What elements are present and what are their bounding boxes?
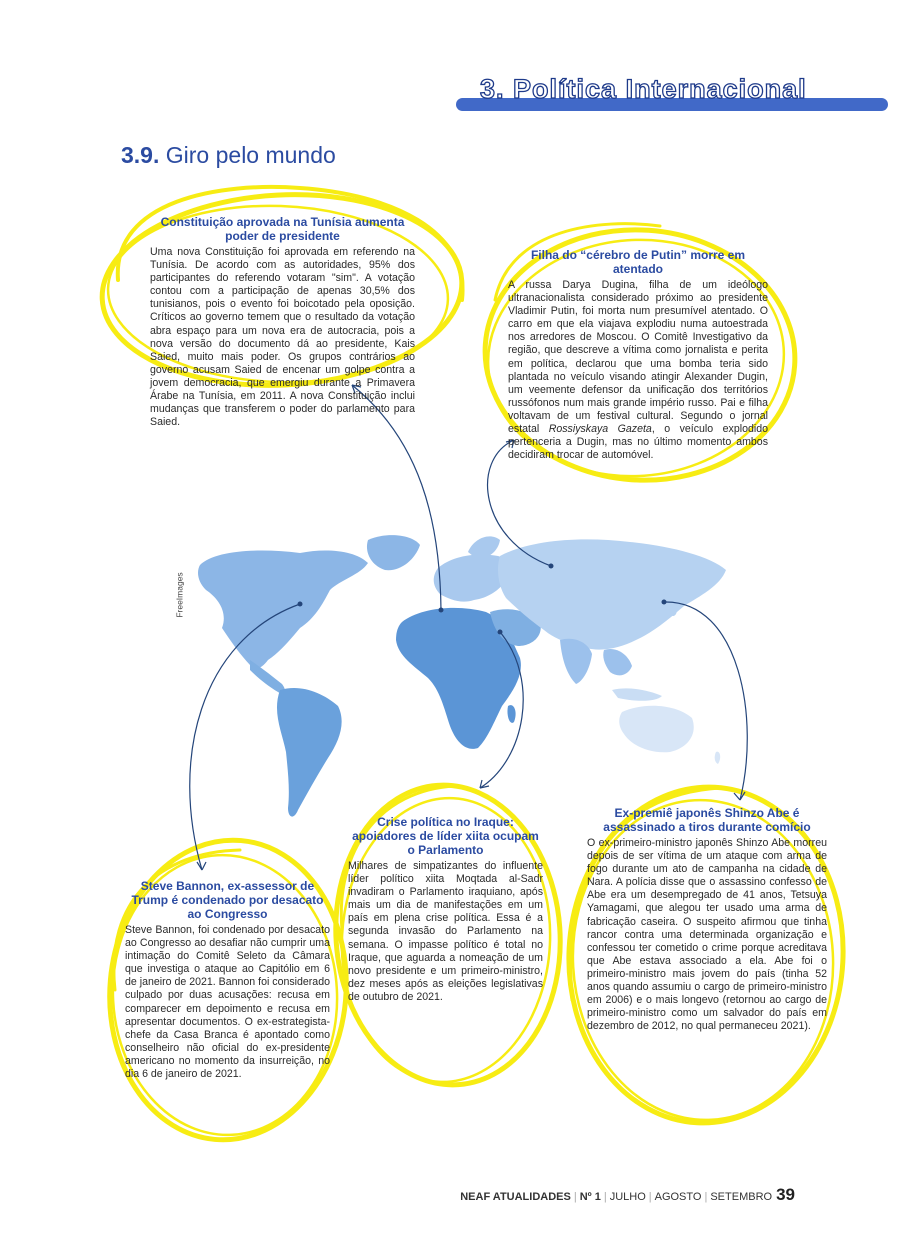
article-putin-body-after: , o veículo explodido pertenceria a Dugin, mas no último momento ambos decidiram trocar de automóvel. [508, 423, 769, 462]
article-putin-body-before: A russa Darya Dugina, filha de um ideólogo ultranacionalista considerado próximo ao presidente Vladimir Putin, foi morta num presumível atentado. O carro em que ela viajava explodiu numa autoestrada nos arredores de Moscou. O Comitê Investigativo da região, que descreve a vítima como jornalista e perita em política, declarou que uma bomba teria sido plantada no veículo visando atingir Alexander Dugin, um veemente defensor da unificação dos territórios russófonos num mais grande império russo. Pai e filha voltavam de um festival cultural. Segundo o jornal estatal [508, 279, 768, 436]
footer-publication: NEAF ATUALIDADES [460, 1191, 571, 1203]
article-bannon-title: Steve Bannon, ex-assessor de Trump é condenado por desacato ao Congresso [131, 879, 324, 921]
article-tunisia-title: Constituição aprovada na Tunísia aumenta poder de presidente [160, 215, 405, 243]
australia [619, 706, 694, 753]
marker-russia [549, 564, 554, 569]
article-iraque-title: Crise política no Iraque: apoiadores de líder xiita ocupam o Parlamento [352, 815, 539, 857]
madagascar [507, 705, 515, 723]
footer-month-1: JULHO [609, 1191, 646, 1203]
article-iraque-body: Milhares de simpatizantes do influente líder político xiita Moqtada al-Sadr invadiram o Parlamento iraquiano, após mais um dia de manifestações em um país em plena crise política. Essa é a segunda invasão do Parlamento na semana. O impasse político é total no Iraque, que aguarda a nomeação de um novo presidente e um primeiro-ministro, dez meses após as eleições legislativas de outubro de 2021. [348, 860, 543, 1003]
footer-separator: | [573, 1191, 577, 1203]
section-number: 3. [480, 74, 505, 104]
image-credit-text: FreeImages [174, 572, 185, 618]
south-america [277, 688, 342, 817]
article-tunisia [150, 215, 415, 429]
new-zealand [715, 752, 720, 764]
arrow-abe [664, 602, 747, 800]
southeast-asia [603, 649, 632, 675]
subsection-number: 3.9. [121, 142, 160, 168]
article-abe-title: Ex-premiê japonês Shinzo Abe é assassinado a tiros durante comício [603, 806, 811, 834]
north-america [198, 550, 368, 668]
article-bannon-body: Steve Bannon, foi condenado por desacato ao Congresso ao desafiar não cumprir uma intimação do Comitê Seleto da Câmara que investiga o ataque ao Capitólio em 6 de janeiro de 2021. Bannon foi considerado culpado por duas acusações: recusa em comparecer em depoimento e recusa em apresentar documentos. O ex-estrategista-chefe da Casa Branca é apontado como conselheiro não oficial do ex-presidente americano no momento da insurreição, no dia 6 de janeiro de 2021. [125, 924, 330, 1081]
footer-separator: | [648, 1191, 652, 1203]
footer-month-3: SETEMBRO [710, 1191, 773, 1203]
marker-japan [662, 600, 667, 605]
page-number: 39 [776, 1185, 795, 1204]
footer-issue: Nº 1 [579, 1191, 601, 1203]
article-abe-body: O ex-primeiro-ministro japonês Shinzo Abe morreu depois de ser vítima de um ataque com arma de fogo durante um ato de campanha na cidade de Nara. A polícia disse que o assassino confesso de Abe era um desempregado de 41 anos, Tetsuya Yamagami, que alegou ter usado uma arma de fabricação caseira. O suspeito afirmou que tinha rancor contra uma determinada organização e confessou ter cometido o crime porque acreditava que Abe estava associado a ela. Abe foi o primeiro-ministro mais jovem do país (tinha 52 anos quando assumiu o cargo de primeiro-ministro em 2006) e o mais longevo (retornou ao cargo de primeiro-ministro como um salvador do país em dezembro de 2012, no qual permaneceu 2021). [587, 837, 827, 1033]
marker-usa [298, 602, 303, 607]
footer-month-2: AGOSTO [654, 1191, 702, 1203]
article-iraque [348, 815, 543, 1004]
subsection-name: Giro pelo mundo [165, 142, 336, 168]
article-putin-newspaper: Rossiyskaya Gazeta [548, 423, 652, 436]
article-abe [587, 806, 827, 1033]
page-footer [460, 1185, 795, 1205]
article-putin-body [508, 279, 768, 462]
central-america [250, 660, 285, 694]
section-name: Política Internacional [513, 74, 807, 104]
greenland [367, 535, 420, 570]
footer-separator: | [704, 1191, 708, 1203]
marker-iraq [498, 630, 503, 635]
article-bannon [125, 879, 330, 1081]
image-credit [175, 572, 189, 622]
continents [198, 535, 726, 816]
marker-tunisia [439, 608, 444, 613]
japan [669, 599, 677, 616]
footer-separator: | [603, 1191, 607, 1203]
article-putin [508, 248, 768, 462]
indonesia [612, 688, 662, 700]
article-putin-title: Filha do “cérebro de Putin” morre em atentado [530, 248, 746, 276]
article-tunisia-body: Uma nova Constituição foi aprovada em referendo na Tunísia. De acordo com as autoridades, 95% dos participantes do referendo votaram "sim". A votação contou com a participação de apenas 30,5% dos tunisianos, pois o evento foi boicotado pela oposição. Críticos ao governo temem que o resultado da votação abra espaço para um nova era de autocracia, pois a nova versão do documento dá ao presidente, Kais Saied, muito mais poder. Os grupos contrários ao governo acusam Saied de encenar um golpe contra a jovem democracia, que emergiu durante a Primavera Árabe na Tunísia, em 2011. A nova Constituição inclui mudanças que transferem o poder do parlamento para Saied. [150, 246, 415, 429]
